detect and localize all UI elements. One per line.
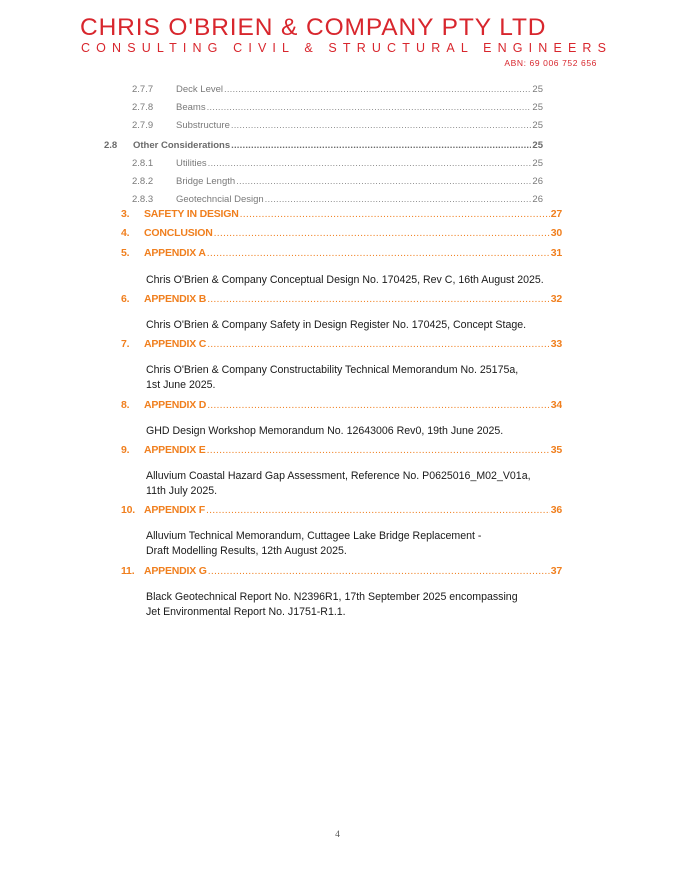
toc-entry-title: APPENDIX G — [144, 565, 207, 577]
toc-entry-page: 32 — [550, 293, 562, 305]
page-number: 4 — [335, 830, 340, 840]
toc-leader-dots — [207, 247, 550, 259]
toc-entry-number: 8. — [121, 399, 130, 411]
toc-entry-page: 34 — [550, 399, 562, 411]
toc-entry-title: APPENDIX C — [144, 338, 207, 350]
toc-entry-title: Utilities — [176, 158, 207, 169]
toc-entry-2-8-3[interactable] — [132, 194, 543, 208]
toc-entry-title: APPENDIX E — [144, 444, 206, 456]
toc-leader-dots — [214, 227, 550, 239]
toc-entry-title: Beams — [176, 102, 206, 113]
appendix-e-description: Alluvium Coastal Hazard Gap Assessment, Reference No. P0625016_M02_V01a, 11th July 2025. — [146, 470, 531, 497]
toc-entry-page: 26 — [532, 194, 543, 205]
toc-entry-number: 6. — [121, 293, 130, 305]
toc-entry-number: 10. — [121, 504, 135, 516]
toc-entry-number: 3. — [121, 208, 130, 220]
toc-entry-page: 25 — [532, 158, 543, 169]
toc-entry-2-7-8[interactable] — [132, 102, 543, 116]
toc-entry-2-7-9[interactable] — [132, 120, 543, 134]
appendix-d-description: GHD Design Workshop Memorandum No. 12643006 Rev0, 19th June 2025. — [146, 425, 504, 437]
toc-leader-dots — [207, 102, 532, 113]
toc-entry-title: APPENDIX B — [144, 293, 207, 305]
toc-entry-number: 2.8.3 — [132, 194, 154, 205]
toc-entry-2-8-1[interactable] — [132, 158, 543, 172]
toc-entry-page: 26 — [532, 176, 543, 187]
toc-leader-dots — [207, 293, 550, 305]
toc-entry-title: APPENDIX D — [144, 399, 207, 411]
toc-entry-11[interactable] — [121, 565, 562, 581]
toc-leader-dots — [208, 565, 550, 577]
toc-entry-page: 27 — [550, 208, 562, 220]
toc-entry-3[interactable] — [121, 208, 562, 224]
toc-entry-title: CONCLUSION — [144, 227, 213, 239]
appendix-a-description: Chris O'Brien & Company Conceptual Design No. 170425, Rev C, 16th August 2025. — [146, 274, 544, 286]
toc-entry-2-8-2[interactable] — [132, 176, 543, 190]
toc-entry-number: 2.8.2 — [132, 176, 154, 187]
toc-entry-page: 30 — [550, 227, 562, 239]
toc-entry-number: 2.7.7 — [132, 84, 154, 95]
toc-leader-dots — [240, 208, 550, 220]
appendix-b-description: Chris O'Brien & Company Safety in Design Register No. 170425, Concept Stage. — [146, 319, 527, 331]
toc-entry-number: 9. — [121, 444, 130, 456]
toc-leader-dots — [208, 158, 532, 169]
toc-entry-number: 2.8.1 — [132, 158, 154, 169]
toc-leader-dots — [207, 399, 550, 411]
company-abn: ABN: 69 006 752 656 — [504, 58, 597, 68]
toc-entry-title: Geotechncial Design — [176, 194, 264, 205]
toc-entry-page: 25 — [532, 140, 543, 151]
toc-leader-dots — [207, 338, 550, 350]
toc-entry-6[interactable] — [121, 293, 562, 309]
toc-entry-2-7-7[interactable] — [132, 84, 543, 98]
toc-entry-title: SAFETY IN DESIGN — [144, 208, 239, 220]
toc-entry-page: 25 — [532, 102, 543, 113]
toc-leader-dots — [207, 444, 550, 456]
toc-entry-page: 33 — [550, 338, 562, 350]
appendix-c-description: Chris O'Brien & Company Constructability Technical Memorandum No. 25175a, 1st June 2025. — [146, 364, 519, 391]
appendix-f-description: Alluvium Technical Memorandum, Cuttagee Lake Bridge Replacement - Draft Modelling Results, 12th August 2025. — [146, 530, 482, 557]
toc-entry-4[interactable] — [121, 227, 562, 243]
toc-entry-number: 4. — [121, 227, 130, 239]
toc-entry-5[interactable] — [121, 247, 562, 263]
toc-leader-dots — [236, 176, 531, 187]
toc-entry-2-8[interactable] — [104, 140, 543, 154]
toc-entry-9[interactable] — [121, 444, 562, 460]
toc-entry-number: 2.7.8 — [132, 102, 154, 113]
toc-leader-dots — [206, 504, 550, 516]
toc-entry-title: Substructure — [176, 120, 230, 131]
toc-entry-number: 5. — [121, 247, 130, 259]
toc-entry-number: 7. — [121, 338, 130, 350]
toc-entry-page: 35 — [550, 444, 562, 456]
toc-entry-7[interactable] — [121, 338, 562, 354]
toc-entry-title: Deck Level — [176, 84, 223, 95]
toc-entry-page: 36 — [550, 504, 562, 516]
toc-entry-title: APPENDIX A — [144, 247, 206, 259]
toc-entry-title: APPENDIX F — [144, 504, 206, 516]
toc-leader-dots — [265, 194, 532, 205]
company-tagline: CONSULTING CIVIL & STRUCTURAL ENGINEERS — [81, 41, 613, 55]
company-name: CHRIS O'BRIEN & COMPANY PTY LTD — [80, 14, 547, 41]
toc-entry-page: 37 — [550, 565, 562, 577]
toc-entry-page: 31 — [550, 247, 562, 259]
toc-entry-number: 2.8 — [104, 140, 118, 151]
toc-leader-dots — [231, 140, 531, 151]
toc-entry-number: 2.7.9 — [132, 120, 154, 131]
toc-entry-page: 25 — [532, 120, 543, 131]
toc-entry-number: 11. — [121, 565, 135, 577]
toc-entry-title: Bridge Length — [176, 176, 236, 187]
appendix-g-description: Black Geotechnical Report No. N2396R1, 17th September 2025 encompassing Jet Environmental Report No. J1751-R1.1. — [146, 591, 518, 618]
toc-entry-8[interactable] — [121, 399, 562, 415]
toc-leader-dots — [231, 120, 532, 131]
toc-entry-page: 25 — [532, 84, 543, 95]
toc-entry-title: Other Considerations — [133, 140, 231, 151]
toc-leader-dots — [224, 84, 531, 95]
toc-entry-10[interactable] — [121, 504, 562, 520]
